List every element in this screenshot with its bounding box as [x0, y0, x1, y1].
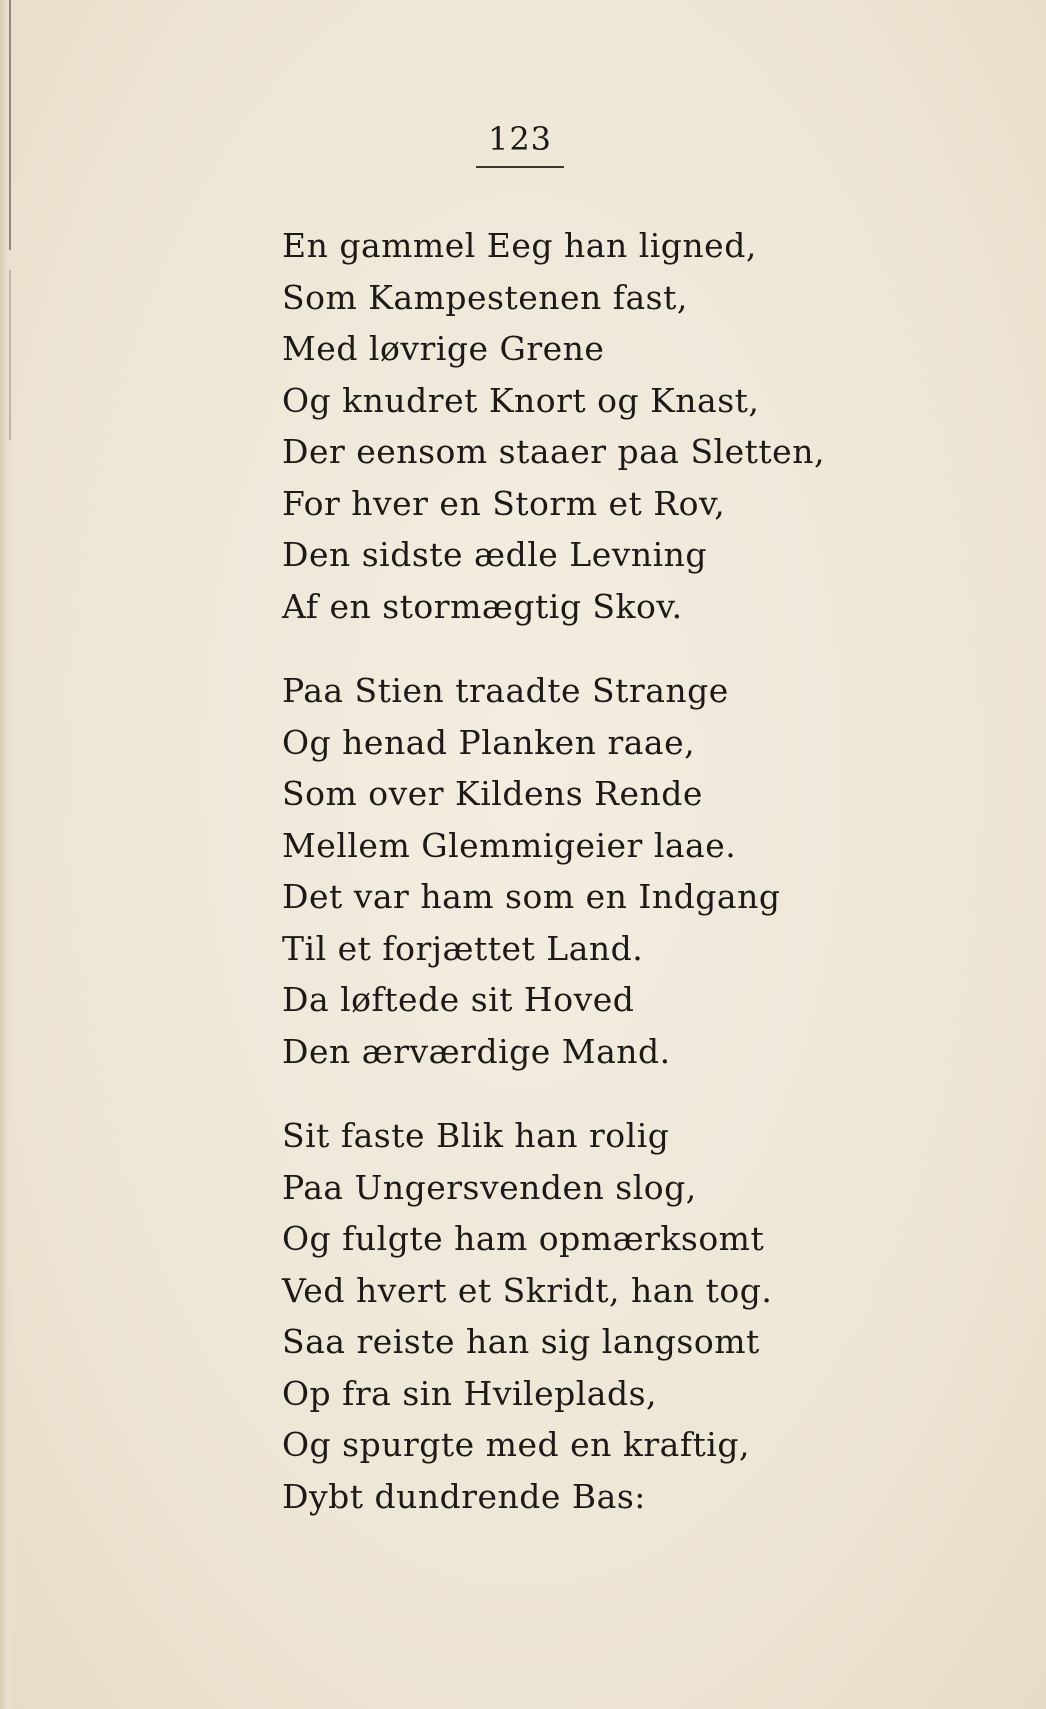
poem-line: Der eensom staaer paa Sletten, — [282, 432, 825, 471]
page-number-rule — [476, 166, 564, 168]
stanza-3 — [282, 1110, 1002, 1522]
poem-line: Den sidste ædle Levning — [282, 535, 708, 574]
poem-line: Og knudret Knort og Knast, — [282, 380, 760, 420]
poem-line: Ved hvert et Skridt, han tog. — [282, 1270, 773, 1310]
poem-line: Op fra sin Hvileplads, — [282, 1373, 658, 1413]
poem-body — [282, 220, 1002, 1555]
poem-line: Paa Stien traadte Strange — [282, 671, 729, 710]
poem-line: Da løftede sit Hoved — [282, 980, 635, 1019]
page-gutter — [0, 0, 14, 1709]
poem-line: For hver en Storm et Rov, — [282, 483, 726, 523]
poem-line: Mellem Glemmigeier laae. — [282, 825, 737, 865]
poem-line: Saa reiste han sig langsomt — [282, 1322, 760, 1361]
poem-line: Dybt dundrende Bas: — [282, 1476, 646, 1516]
poem-line: Den ærværdige Mand. — [282, 1031, 671, 1071]
poem-line: Af en stormægtig Skov. — [282, 586, 683, 626]
poem-line: Og spurgte med en kraftig, — [282, 1425, 750, 1464]
poem-line: Det var ham som en Indgang — [282, 877, 781, 916]
poem-line: Og fulgte ham opmærksomt — [282, 1219, 765, 1258]
poem-line: Paa Ungersvenden slog, — [282, 1167, 697, 1207]
poem-line: Som Kampestenen fast, — [282, 277, 688, 317]
stanza-1 — [282, 220, 1002, 632]
stanza-2 — [282, 665, 1002, 1077]
poem-line: Med løvrige Grene — [282, 329, 605, 368]
poem-line: Og henad Planken raae, — [282, 722, 696, 762]
page-number: 123 — [487, 120, 553, 158]
poem-line: Sit faste Blik han rolig — [282, 1116, 670, 1155]
poem-line: Som over Kildens Rende — [282, 774, 703, 813]
poem-line: Til et forjættet Land. — [282, 928, 644, 968]
poem-line: En gammel Eeg han ligned, — [282, 226, 757, 265]
gutter-shadow-line-faint — [9, 270, 11, 440]
